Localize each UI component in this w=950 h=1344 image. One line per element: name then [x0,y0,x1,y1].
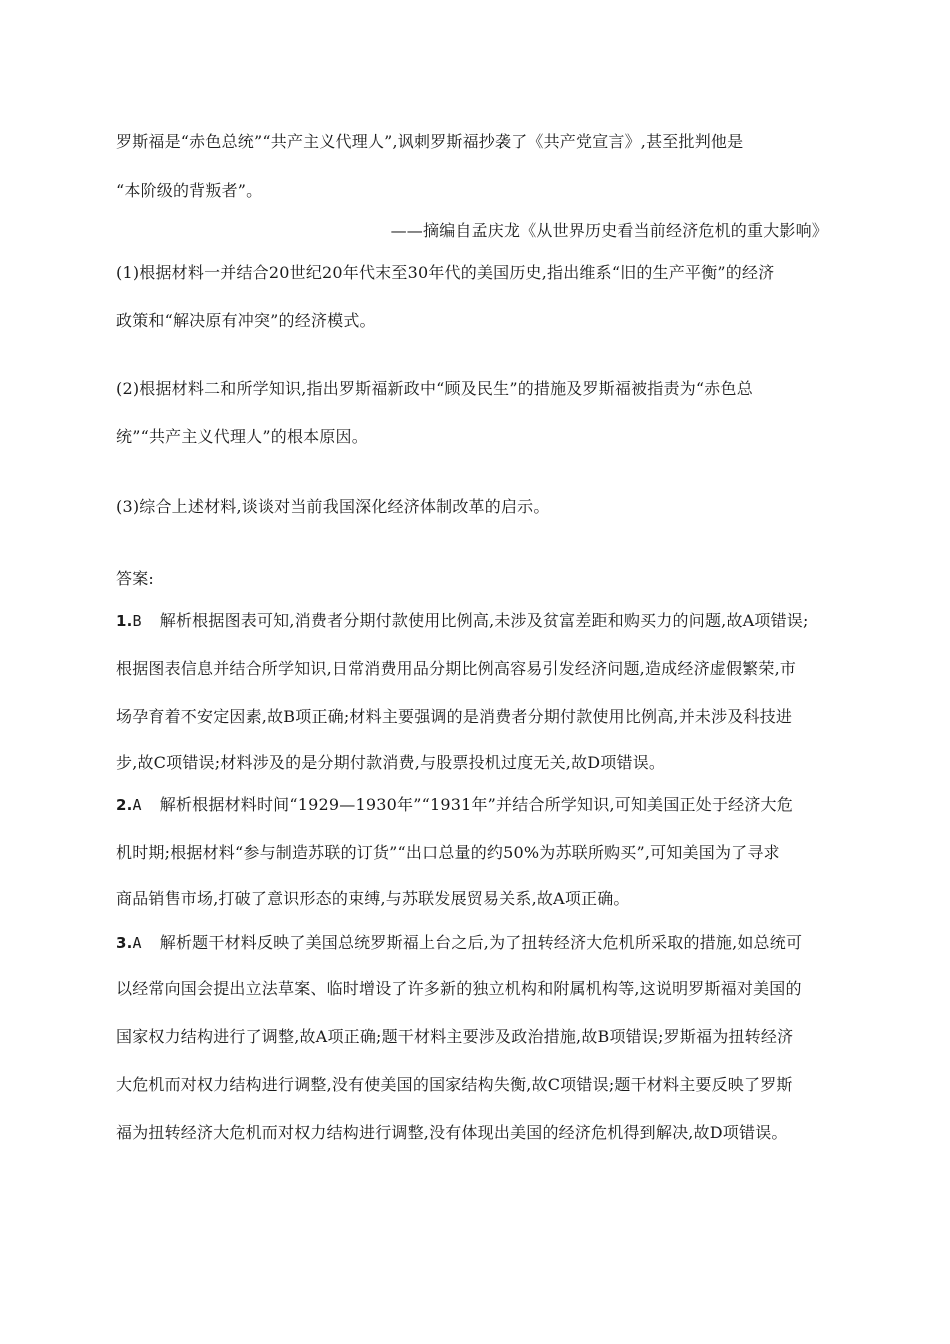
answer-3-line: 国家权力结构进行了调整,故A项正确;题干材料主要涉及政治措施,故B项错误;罗斯福为扭转经济 [116,1027,794,1046]
answer-1-line: 根据图表信息并结合所学知识,日常消费用品分期比例高容易引发经济问题,造成经济虚假繁荣,市 [116,659,797,678]
answer-3-first-line [116,932,802,954]
question-3-line: (3)综合上述材料,谈谈对当前我国深化经济体制改革的启示。 [116,497,550,516]
answer-2-first-line [116,794,793,816]
answer-choice: A [132,796,142,814]
answer-choice: A [132,934,142,952]
question-2-line: (2)根据材料二和所学知识,指出罗斯福新政中“顾及民生”的措施及罗斯福被指责为“赤色总 [116,379,753,398]
answer-number: 3. [116,934,133,952]
answer-text: 解析题干材料反映了美国总统罗斯福上台之后,为了扭转经济大危机所采取的措施,如总统可 [159,933,803,952]
answer-text: 解析根据材料时间“1929—1930年”“1931年”并结合所学知识,可知美国正处于经济大危 [159,795,793,814]
answer-text: 解析根据图表可知,消费者分期付款使用比例高,未涉及贫富差距和购买力的问题,故A项错误; [159,611,809,630]
question-1-line: (1)根据材料一并结合20世纪20年代末至30年代的美国历史,指出维系“旧的生产平衡”的经济 [116,263,775,282]
answer-number: 1. [116,612,133,630]
answers-heading: 答案: [116,569,154,588]
answer-number: 2. [116,796,133,814]
answer-2-line: 商品销售市场,打破了意识形态的束缚,与苏联发展贸易关系,故A项正确。 [116,889,630,908]
answer-1-line: 步,故C项错误;材料涉及的是分期付款消费,与股票投机过度无关,故D项错误。 [116,753,666,772]
material-source: ——摘编自孟庆龙《从世界历史看当前经济危机的重大影响》 [390,221,828,240]
material-line: 罗斯福是“赤色总统”“共产主义代理人”,讽刺罗斯福抄袭了《共产党宣言》,甚至批判他是 [116,132,744,151]
material-line: “本阶级的背叛者”。 [116,181,263,200]
answer-1-first-line [116,610,809,632]
answer-3-line: 大危机而对权力结构进行调整,没有使美国的国家结构失衡,故C项错误;题干材料主要反映了罗斯 [116,1075,793,1094]
answer-choice: B [132,612,142,630]
question-1-line: 政策和“解决原有冲突”的经济模式。 [116,311,376,330]
answer-2-line: 机时期;根据材料“参与制造苏联的订货”“出口总量的约50%为苏联所购买”,可知美国为了寻求 [116,843,780,862]
answer-3-line: 以经常向国会提出立法草案、临时增设了许多新的独立机构和附属机构等,这说明罗斯福对美国的 [116,979,802,998]
answer-3-line: 福为扭转经济大危机而对权力结构进行调整,没有体现出美国的经济危机得到解决,故D项错误。 [116,1123,788,1142]
answer-1-line: 场孕育着不安定因素,故B项正确;材料主要强调的是消费者分期付款使用比例高,并未涉及科技进 [116,707,793,726]
question-2-line: 统”“共产主义代理人”的根本原因。 [116,427,368,446]
